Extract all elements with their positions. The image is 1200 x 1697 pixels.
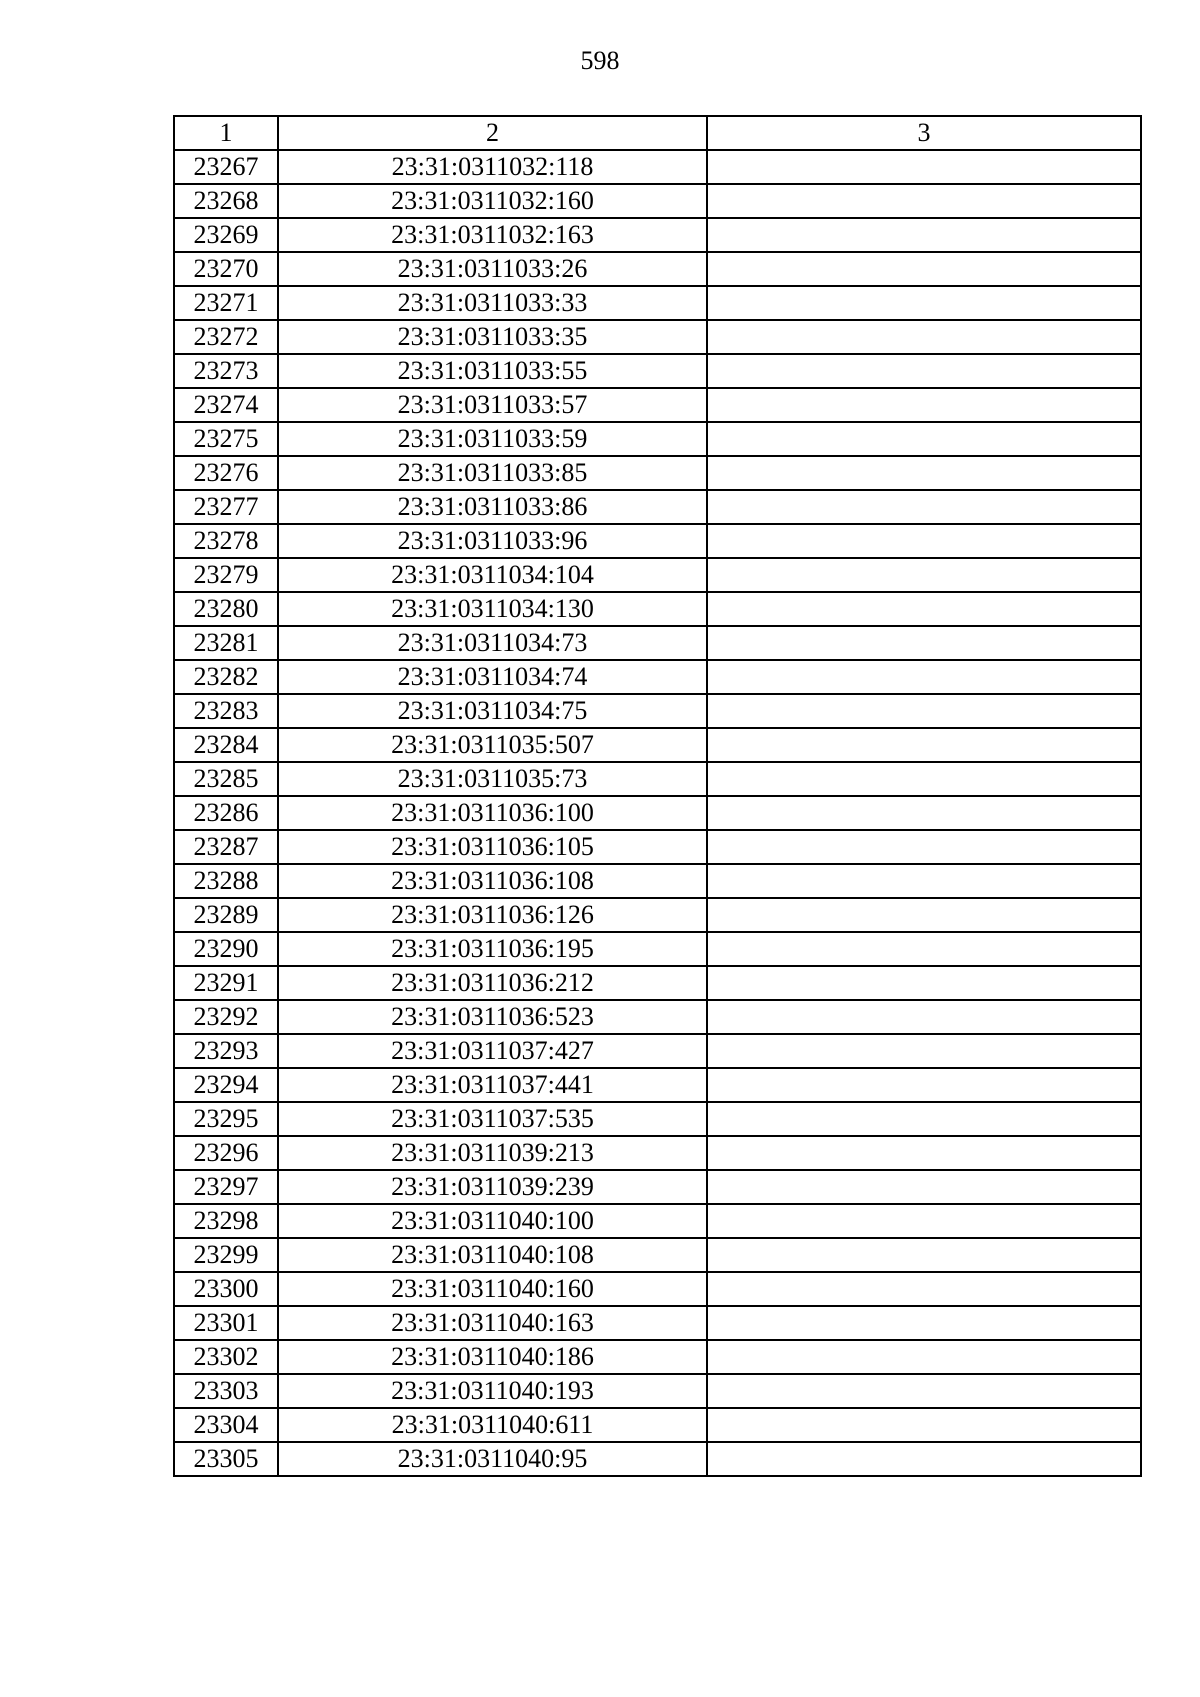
table-row: [174, 150, 1141, 184]
notes-cell: [707, 1272, 1141, 1306]
notes-cell: [707, 660, 1141, 694]
row-number-cell: 23270: [174, 252, 278, 286]
row-number-cell: 23289: [174, 898, 278, 932]
cadastral-number-cell: 23:31:0311033:33: [278, 286, 707, 320]
notes-cell: [707, 456, 1141, 490]
table-row: [174, 354, 1141, 388]
row-number-cell: 23271: [174, 286, 278, 320]
cadastral-number-cell: 23:31:0311036:126: [278, 898, 707, 932]
cadastral-number-cell: 23:31:0311040:160: [278, 1272, 707, 1306]
cadastral-number-cell: 23:31:0311033:85: [278, 456, 707, 490]
row-number-cell: 23294: [174, 1068, 278, 1102]
notes-cell: [707, 1340, 1141, 1374]
notes-cell: [707, 1000, 1141, 1034]
table-row: [174, 1340, 1141, 1374]
row-number-cell: 23297: [174, 1170, 278, 1204]
notes-cell: [707, 1136, 1141, 1170]
row-number-cell: 23295: [174, 1102, 278, 1136]
column-header-3: 3: [707, 116, 1141, 150]
notes-cell: [707, 320, 1141, 354]
row-number-cell: 23284: [174, 728, 278, 762]
table-row: [174, 1136, 1141, 1170]
row-number-cell: 23275: [174, 422, 278, 456]
table-row: [174, 1306, 1141, 1340]
cadastral-number-cell: 23:31:0311034:75: [278, 694, 707, 728]
cadastral-number-cell: 23:31:0311040:100: [278, 1204, 707, 1238]
table-row: [174, 660, 1141, 694]
row-number-cell: 23293: [174, 1034, 278, 1068]
table-row: [174, 490, 1141, 524]
table-row: [174, 388, 1141, 422]
notes-cell: [707, 1204, 1141, 1238]
cadastral-number-cell: 23:31:0311034:130: [278, 592, 707, 626]
table-row: [174, 1374, 1141, 1408]
notes-cell: [707, 388, 1141, 422]
notes-cell: [707, 490, 1141, 524]
row-number-cell: 23300: [174, 1272, 278, 1306]
row-number-cell: 23301: [174, 1306, 278, 1340]
notes-cell: [707, 1306, 1141, 1340]
cadastral-number-cell: 23:31:0311033:86: [278, 490, 707, 524]
page-number: 598: [580, 46, 620, 75]
row-number-cell: 23285: [174, 762, 278, 796]
notes-cell: [707, 1034, 1141, 1068]
notes-cell: [707, 1442, 1141, 1476]
notes-cell: [707, 218, 1141, 252]
notes-cell: [707, 524, 1141, 558]
row-number-cell: 23305: [174, 1442, 278, 1476]
row-number-cell: 23272: [174, 320, 278, 354]
cadastral-number-cell: 23:31:0311040:193: [278, 1374, 707, 1408]
table-row: [174, 1272, 1141, 1306]
table-row: [174, 1000, 1141, 1034]
notes-cell: [707, 728, 1141, 762]
cadastral-number-cell: 23:31:0311040:611: [278, 1408, 707, 1442]
notes-cell: [707, 626, 1141, 660]
cadastral-number-cell: 23:31:0311032:160: [278, 184, 707, 218]
row-number-cell: 23277: [174, 490, 278, 524]
column-header-2: 2: [278, 116, 707, 150]
notes-cell: [707, 966, 1141, 1000]
cadastral-number-cell: 23:31:0311036:523: [278, 1000, 707, 1034]
row-number-cell: 23299: [174, 1238, 278, 1272]
notes-cell: [707, 1374, 1141, 1408]
cadastral-number-cell: 23:31:0311034:104: [278, 558, 707, 592]
cadastral-number-cell: 23:31:0311037:427: [278, 1034, 707, 1068]
table-row: [174, 320, 1141, 354]
table-row: [174, 592, 1141, 626]
row-number-cell: 23269: [174, 218, 278, 252]
row-number-cell: 23288: [174, 864, 278, 898]
row-number-cell: 23278: [174, 524, 278, 558]
table-row: [174, 830, 1141, 864]
notes-cell: [707, 592, 1141, 626]
cadastral-number-cell: 23:31:0311036:105: [278, 830, 707, 864]
row-number-cell: 23267: [174, 150, 278, 184]
table-row: [174, 762, 1141, 796]
notes-cell: [707, 1408, 1141, 1442]
row-number-cell: 23268: [174, 184, 278, 218]
table-row: [174, 456, 1141, 490]
row-number-cell: 23276: [174, 456, 278, 490]
row-number-cell: 23304: [174, 1408, 278, 1442]
cadastral-number-cell: 23:31:0311039:239: [278, 1170, 707, 1204]
table-row: [174, 422, 1141, 456]
cadastral-number-cell: 23:31:0311034:74: [278, 660, 707, 694]
cadastral-number-cell: 23:31:0311040:95: [278, 1442, 707, 1476]
cadastral-number-cell: 23:31:0311037:535: [278, 1102, 707, 1136]
table-row: [174, 1442, 1141, 1476]
cadastral-number-cell: 23:31:0311040:186: [278, 1340, 707, 1374]
table-row: [174, 184, 1141, 218]
row-number-cell: 23298: [174, 1204, 278, 1238]
row-number-cell: 23282: [174, 660, 278, 694]
row-number-cell: 23286: [174, 796, 278, 830]
table-row: [174, 1204, 1141, 1238]
notes-cell: [707, 762, 1141, 796]
table-row: [174, 898, 1141, 932]
notes-cell: [707, 694, 1141, 728]
cadastral-number-cell: 23:31:0311033:57: [278, 388, 707, 422]
notes-cell: [707, 354, 1141, 388]
table-row: [174, 252, 1141, 286]
notes-cell: [707, 830, 1141, 864]
cadastral-table: [173, 115, 1142, 1477]
notes-cell: [707, 864, 1141, 898]
cadastral-number-cell: 23:31:0311040:108: [278, 1238, 707, 1272]
cadastral-number-cell: 23:31:0311032:118: [278, 150, 707, 184]
notes-cell: [707, 252, 1141, 286]
row-number-cell: 23279: [174, 558, 278, 592]
column-header-1: 1: [174, 116, 278, 150]
table-row: [174, 218, 1141, 252]
cadastral-number-cell: 23:31:0311034:73: [278, 626, 707, 660]
notes-cell: [707, 1238, 1141, 1272]
notes-cell: [707, 558, 1141, 592]
row-number-cell: 23302: [174, 1340, 278, 1374]
row-number-cell: 23274: [174, 388, 278, 422]
table-row: [174, 558, 1141, 592]
notes-cell: [707, 1068, 1141, 1102]
cadastral-number-cell: 23:31:0311032:163: [278, 218, 707, 252]
row-number-cell: 23280: [174, 592, 278, 626]
row-number-cell: 23292: [174, 1000, 278, 1034]
notes-cell: [707, 1102, 1141, 1136]
cadastral-number-cell: 23:31:0311033:96: [278, 524, 707, 558]
notes-cell: [707, 1170, 1141, 1204]
cadastral-number-cell: 23:31:0311033:26: [278, 252, 707, 286]
table-row: [174, 1238, 1141, 1272]
notes-cell: [707, 150, 1141, 184]
cadastral-number-cell: 23:31:0311035:73: [278, 762, 707, 796]
cadastral-number-cell: 23:31:0311033:55: [278, 354, 707, 388]
row-number-cell: 23283: [174, 694, 278, 728]
cadastral-number-cell: 23:31:0311033:59: [278, 422, 707, 456]
table-row: [174, 932, 1141, 966]
table-header-row: [174, 116, 1141, 150]
notes-cell: [707, 184, 1141, 218]
table-row: [174, 1068, 1141, 1102]
notes-cell: [707, 796, 1141, 830]
cadastral-number-cell: 23:31:0311036:100: [278, 796, 707, 830]
row-number-cell: 23273: [174, 354, 278, 388]
notes-cell: [707, 932, 1141, 966]
cadastral-number-cell: 23:31:0311033:35: [278, 320, 707, 354]
table-row: [174, 1102, 1141, 1136]
row-number-cell: 23303: [174, 1374, 278, 1408]
notes-cell: [707, 422, 1141, 456]
cadastral-number-cell: 23:31:0311036:108: [278, 864, 707, 898]
table-row: [174, 728, 1141, 762]
row-number-cell: 23296: [174, 1136, 278, 1170]
cadastral-number-cell: 23:31:0311036:195: [278, 932, 707, 966]
table-row: [174, 864, 1141, 898]
table-row: [174, 1408, 1141, 1442]
row-number-cell: 23287: [174, 830, 278, 864]
table-row: [174, 694, 1141, 728]
cadastral-number-cell: 23:31:0311039:213: [278, 1136, 707, 1170]
cadastral-number-cell: 23:31:0311035:507: [278, 728, 707, 762]
table-row: [174, 286, 1141, 320]
cadastral-number-cell: 23:31:0311040:163: [278, 1306, 707, 1340]
table-row: [174, 796, 1141, 830]
cadastral-number-cell: 23:31:0311037:441: [278, 1068, 707, 1102]
table-row: [174, 524, 1141, 558]
notes-cell: [707, 898, 1141, 932]
table-row: [174, 1034, 1141, 1068]
notes-cell: [707, 286, 1141, 320]
table-body: [174, 150, 1141, 1476]
row-number-cell: 23290: [174, 932, 278, 966]
row-number-cell: 23281: [174, 626, 278, 660]
table-row: [174, 626, 1141, 660]
row-number-cell: 23291: [174, 966, 278, 1000]
table-row: [174, 966, 1141, 1000]
table-row: [174, 1170, 1141, 1204]
cadastral-number-cell: 23:31:0311036:212: [278, 966, 707, 1000]
